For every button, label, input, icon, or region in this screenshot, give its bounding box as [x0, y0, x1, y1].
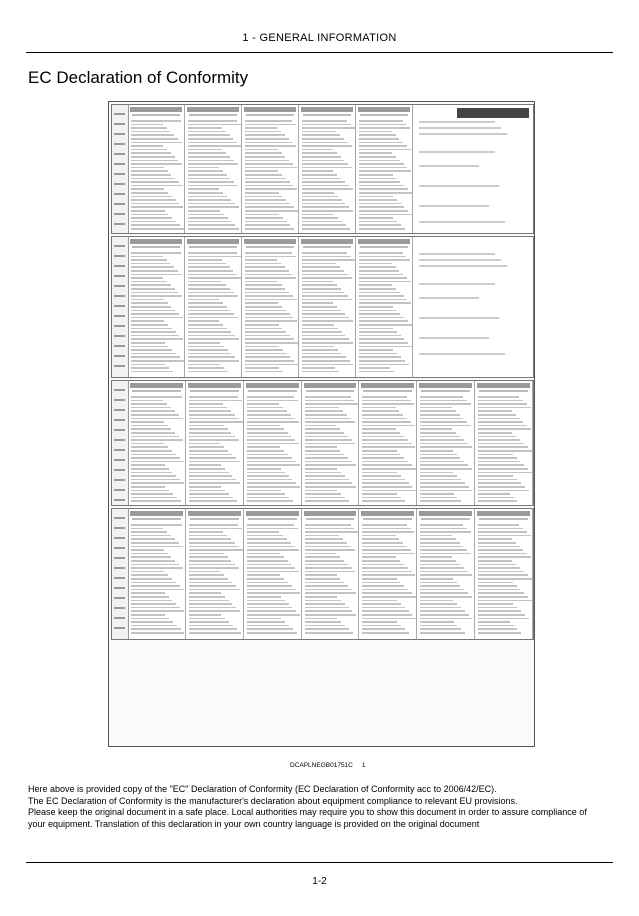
declaration-panel [111, 508, 534, 640]
manufacturer-logo [457, 108, 529, 118]
paragraph-definition: The EC Declaration of Conformity is the manufacturer's declaration about equipment compliance to relevant EU provisions. [28, 795, 518, 806]
body-text [28, 784, 598, 830]
figure-caption [290, 762, 366, 769]
paragraph-instructions: Please keep the original document in a safe place. Local authorities may require you to show this document in order to assure compliance of your equipment. Translation of this declaration in your own country language is provided on the original document [28, 807, 587, 829]
figure-caption-code: DCAPLNEGB01751C [290, 762, 353, 769]
declaration-document-image [108, 101, 535, 747]
page-title: EC Declaration of Conformity [28, 68, 249, 87]
section-header: 1 - GENERAL INFORMATION [242, 32, 397, 44]
footer-divider [26, 862, 613, 863]
declaration-panel [111, 104, 534, 234]
page-number: 1-2 [312, 876, 327, 887]
declaration-panel [111, 236, 534, 378]
paragraph-intro: Here above is provided copy of the "EC" Declaration of Conformity (EC Declaration of Conformity acc to 2006/42/EC). [28, 784, 497, 794]
figure-caption-index: 1 [361, 762, 366, 769]
header-divider [26, 52, 613, 53]
declaration-panel [111, 380, 534, 506]
